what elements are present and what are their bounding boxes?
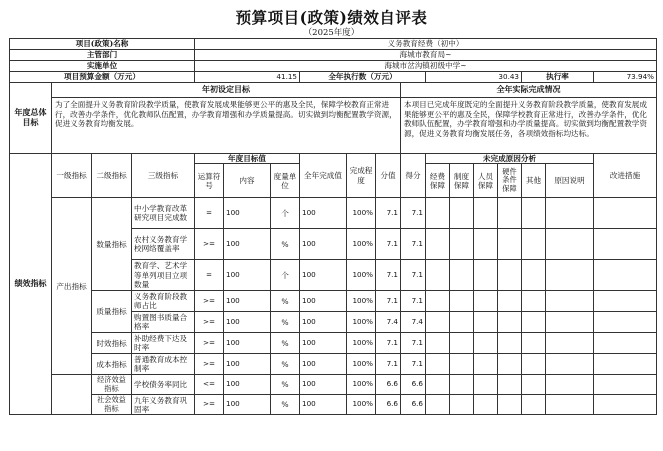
empty-cell: [522, 395, 546, 415]
indicator-unit: %: [271, 291, 300, 312]
unit-value: 海城市岔沟镇初级中学~: [195, 61, 657, 72]
empty-cell: [474, 260, 498, 291]
year-subtitle: （2025年度）: [303, 28, 360, 38]
indicator-score: 7.1: [376, 333, 401, 354]
evaluation-table: [9, 38, 657, 415]
table-row: [10, 198, 657, 229]
header-other: 其他: [522, 164, 546, 198]
indicator-name: 购置图书质量合格率: [132, 312, 195, 333]
empty-cell: [474, 198, 498, 229]
indicator-unit: %: [271, 375, 300, 395]
initial-goal-text: 为了全面提升义务教育阶段教学质量，使教育发展成果能够更公平的惠及全民，保障学校教育正常进行，改善办学条件，优化教师队伍配置，办学教育增强和办学质量提高。切实做到均衡配置教学资源，促进义务教育均衡发展。: [52, 98, 401, 154]
header-staff: 人员保障: [474, 164, 498, 198]
header-reason-group: 未完成原因分析: [426, 154, 594, 164]
indicator-done: 100: [300, 312, 347, 333]
output-indicator-label: 产出指标: [52, 198, 92, 375]
indicator-done: 100: [300, 260, 347, 291]
dept-label: 主管部门: [10, 50, 195, 61]
indicator-content: 100: [224, 354, 271, 375]
table-row: [10, 291, 657, 312]
indicator-rate: 100%: [347, 260, 376, 291]
empty-cell: [450, 375, 474, 395]
indicator-rate: 100%: [347, 333, 376, 354]
empty-cell: [522, 375, 546, 395]
empty-cell: [450, 312, 474, 333]
header-unit: 度量单位: [271, 164, 300, 198]
indicator-unit: 个: [271, 260, 300, 291]
indicator-content: 100: [224, 198, 271, 229]
indicator-name: 补助经费下达及时率: [132, 333, 195, 354]
header-score: 分值: [376, 154, 401, 198]
project-name-label: 项目(政策)名称: [10, 39, 195, 50]
initial-goal-header: 年初设定目标: [52, 83, 401, 98]
header-level3: 三级指标: [132, 154, 195, 198]
dept-value: 海城市教育局~: [195, 50, 657, 61]
indicator-score: 7.1: [376, 354, 401, 375]
empty-cell: [594, 312, 657, 333]
overall-goal-label: 年度总体目标: [10, 83, 52, 154]
header-system: 制度保障: [450, 164, 474, 198]
header-get: 得分: [401, 154, 426, 198]
empty-cell: [522, 229, 546, 260]
empty-cell: [450, 333, 474, 354]
indicator-op: >=: [195, 354, 224, 375]
empty-cell: [426, 229, 450, 260]
indicator-name: 九年义务教育巩固率: [132, 395, 195, 415]
empty-cell: [546, 260, 594, 291]
empty-cell: [474, 395, 498, 415]
empty-cell: [498, 375, 522, 395]
empty-cell: [498, 312, 522, 333]
indicator-op: >=: [195, 333, 224, 354]
empty-cell: [522, 260, 546, 291]
actual-goal-header: 全年实际完成情况: [401, 83, 657, 98]
empty-cell: [498, 354, 522, 375]
empty-cell: [426, 375, 450, 395]
empty-cell: [594, 229, 657, 260]
indicator-get: 7.1: [401, 354, 426, 375]
empty-cell: [426, 395, 450, 415]
quantity-indicator-label: 数量指标: [92, 198, 132, 291]
indicator-name: 义务教育阶段教师占比: [132, 291, 195, 312]
empty-cell: [450, 229, 474, 260]
indicator-get: 7.1: [401, 291, 426, 312]
indicator-done: 100: [300, 395, 347, 415]
empty-cell: [52, 375, 92, 415]
empty-cell: [594, 354, 657, 375]
indicator-get: 7.1: [401, 229, 426, 260]
indicator-content: 100: [224, 395, 271, 415]
empty-cell: [594, 260, 657, 291]
table-row: [10, 333, 657, 354]
indicator-score: 7.1: [376, 229, 401, 260]
empty-cell: [474, 354, 498, 375]
empty-cell: [546, 395, 594, 415]
indicator-done: 100: [300, 375, 347, 395]
exec-value: 30.43: [426, 72, 522, 83]
header-target-group: 年度目标值: [195, 154, 300, 164]
empty-cell: [522, 198, 546, 229]
indicator-rate: 100%: [347, 395, 376, 415]
project-name-value: 义务教育经费（初中）: [195, 39, 657, 50]
indicator-get: 7.1: [401, 198, 426, 229]
empty-cell: [474, 312, 498, 333]
indicator-get: 6.6: [401, 395, 426, 415]
header-rate: 完成程度: [347, 154, 376, 198]
empty-cell: [522, 291, 546, 312]
empty-cell: [498, 333, 522, 354]
empty-cell: [498, 395, 522, 415]
empty-cell: [450, 198, 474, 229]
indicator-unit: %: [271, 354, 300, 375]
perf-label: 绩效指标: [10, 154, 52, 415]
unit-label: 实施单位: [10, 61, 195, 72]
indicator-content: 100: [224, 229, 271, 260]
header-completion: 全年完成值: [300, 154, 347, 198]
empty-cell: [498, 229, 522, 260]
empty-cell: [474, 375, 498, 395]
empty-cell: [426, 291, 450, 312]
empty-cell: [546, 354, 594, 375]
indicator-content: 100: [224, 260, 271, 291]
header-measure: 改进措施: [594, 154, 657, 198]
empty-cell: [546, 291, 594, 312]
empty-cell: [426, 312, 450, 333]
header-content: 内容: [224, 164, 271, 198]
header-reason: 原因说明: [546, 164, 594, 198]
table-row: [10, 375, 657, 395]
empty-cell: [450, 354, 474, 375]
indicator-op: =: [195, 198, 224, 229]
empty-cell: [450, 395, 474, 415]
indicator-score: 6.6: [376, 395, 401, 415]
indicator-rate: 100%: [347, 198, 376, 229]
indicator-content: 100: [224, 333, 271, 354]
indicator-op: =: [195, 260, 224, 291]
empty-cell: [546, 375, 594, 395]
indicator-unit: %: [271, 395, 300, 415]
indicator-done: 100: [300, 291, 347, 312]
indicator-content: 100: [224, 312, 271, 333]
empty-cell: [498, 198, 522, 229]
indicator-op: >=: [195, 291, 224, 312]
empty-cell: [546, 198, 594, 229]
indicator-score: 6.6: [376, 375, 401, 395]
indicator-unit: %: [271, 229, 300, 260]
header-level2: 二级指标: [92, 154, 132, 198]
table-row: [10, 395, 657, 415]
empty-cell: [594, 333, 657, 354]
indicator-done: 100: [300, 354, 347, 375]
indicator-name: 学校债务率同比: [132, 375, 195, 395]
indicator-done: 100: [300, 198, 347, 229]
header-hardware: 硬件条件保障: [498, 164, 522, 198]
indicator-unit: %: [271, 333, 300, 354]
indicator-content: 100: [224, 375, 271, 395]
rate-label: 执行率: [522, 72, 594, 83]
rate-value: 73.94%: [594, 72, 657, 83]
empty-cell: [426, 260, 450, 291]
header-fund: 经费保障: [426, 164, 450, 198]
budget-value: 41.15: [195, 72, 300, 83]
indicator-score: 7.1: [376, 260, 401, 291]
indicator-rate: 100%: [347, 375, 376, 395]
empty-cell: [474, 333, 498, 354]
indicator-get: 7.1: [401, 333, 426, 354]
empty-cell: [426, 333, 450, 354]
page-title: 预算项目(政策)绩效自评表: [235, 8, 428, 27]
time-indicator-label: 时效指标: [92, 333, 132, 354]
empty-cell: [546, 312, 594, 333]
empty-cell: [474, 291, 498, 312]
empty-cell: [450, 260, 474, 291]
empty-cell: [546, 229, 594, 260]
empty-cell: [522, 333, 546, 354]
indicator-op: >=: [195, 395, 224, 415]
indicator-name: 农村义务教育学校网络覆盖率: [132, 229, 195, 260]
empty-cell: [594, 198, 657, 229]
indicator-get: 7.1: [401, 260, 426, 291]
indicator-get: 7.4: [401, 312, 426, 333]
indicator-get: 6.6: [401, 375, 426, 395]
indicator-rate: 100%: [347, 354, 376, 375]
empty-cell: [498, 260, 522, 291]
empty-cell: [522, 354, 546, 375]
indicator-op: >=: [195, 312, 224, 333]
indicator-name: 中小学教育改革研究项目完成数: [132, 198, 195, 229]
indicator-done: 100: [300, 229, 347, 260]
indicator-name: 教育学、艺术学等单列项目立项数量: [132, 260, 195, 291]
indicator-op: >=: [195, 229, 224, 260]
indicator-done: 100: [300, 333, 347, 354]
empty-cell: [450, 291, 474, 312]
indicator-unit: 个: [271, 198, 300, 229]
social-indicator-label: 社会效益指标: [92, 395, 132, 415]
empty-cell: [474, 229, 498, 260]
header-level1: 一级指标: [52, 154, 92, 198]
indicator-score: 7.1: [376, 198, 401, 229]
quality-indicator-label: 质量指标: [92, 291, 132, 333]
indicator-rate: 100%: [347, 291, 376, 312]
indicator-content: 100: [224, 291, 271, 312]
empty-cell: [594, 375, 657, 395]
empty-cell: [426, 354, 450, 375]
exec-label: 全年执行数（万元）: [300, 72, 426, 83]
indicator-rate: 100%: [347, 312, 376, 333]
budget-label: 项目预算金额（万元）: [10, 72, 195, 83]
empty-cell: [594, 291, 657, 312]
econ-indicator-label: 经济效益指标: [92, 375, 132, 395]
actual-goal-text: 本项目已完成年度既定的全面提升义务教育阶段教学质量，使教育发展成果能够更公平的惠及全民，保障学校教育正常进行，改善办学条件，优化教师队伍配置，办学教育增强和办学质量提高。切实做到均衡配置教学资源，促进义务教育均衡发展任务，各项绩效指标均达标。: [401, 98, 657, 154]
empty-cell: [594, 395, 657, 415]
empty-cell: [522, 312, 546, 333]
table-row: [10, 354, 657, 375]
indicator-unit: %: [271, 312, 300, 333]
indicator-score: 7.1: [376, 291, 401, 312]
empty-cell: [546, 333, 594, 354]
indicator-score: 7.4: [376, 312, 401, 333]
empty-cell: [498, 291, 522, 312]
indicator-op: <=: [195, 375, 224, 395]
empty-cell: [426, 198, 450, 229]
cost-indicator-label: 成本指标: [92, 354, 132, 375]
header-op: 运算符号: [195, 164, 224, 198]
indicator-rate: 100%: [347, 229, 376, 260]
indicator-name: 普通教育成本控制率: [132, 354, 195, 375]
